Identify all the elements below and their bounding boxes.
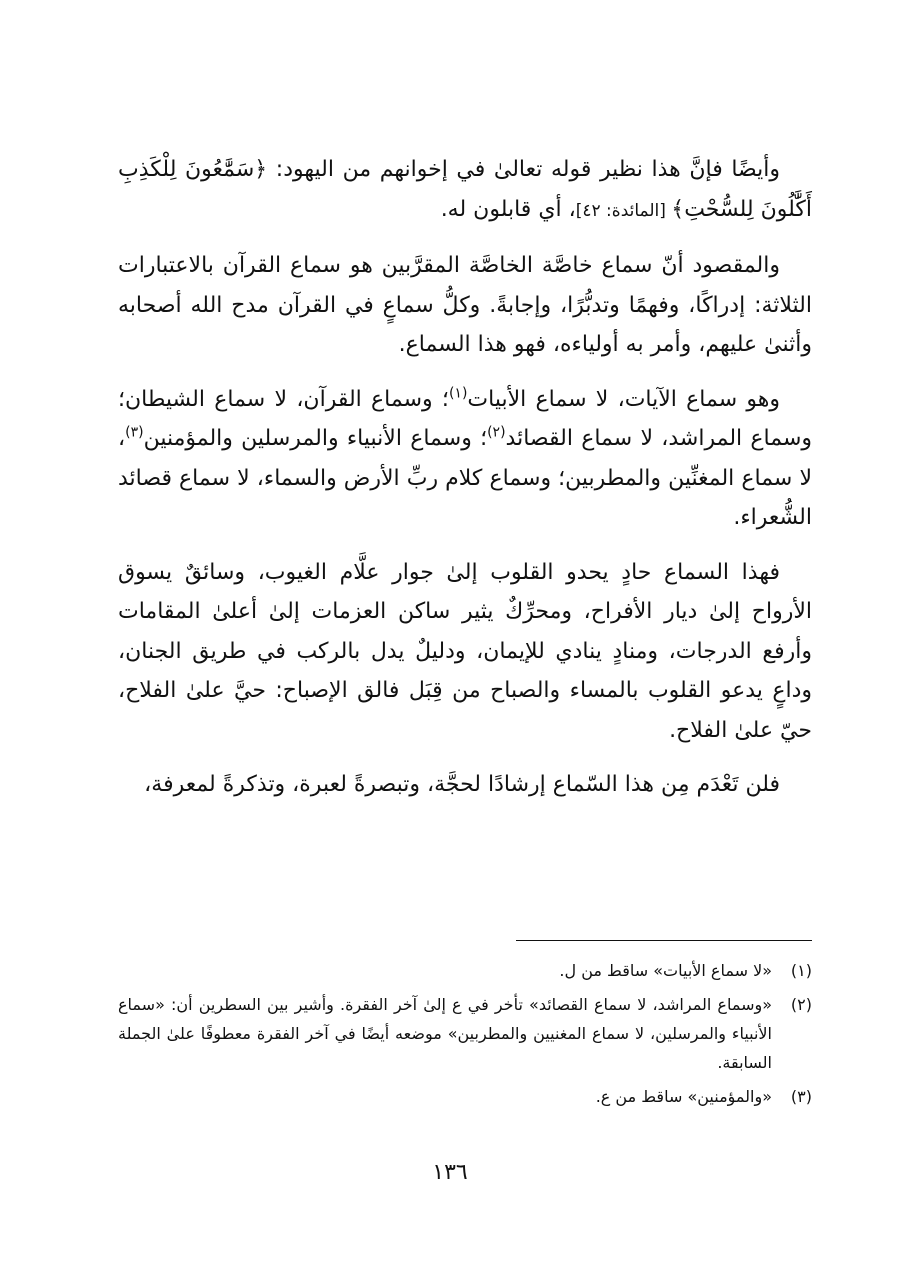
footnote-separator — [516, 940, 812, 941]
paragraph-4: فهذا السماع حادٍ يحدو القلوب إلىٰ جوار علَّام الغيوب، وسائقٌ يسوق الأرواح إلىٰ ديار الأفراح، ومحرِّكٌ يثير ساكن العزمات إلىٰ أعلىٰ المقامات وأرفع الدرجات، ومنادٍ ينادي للإيمان، ودليلٌ يدل بالركب في طريق الجنان، وداعٍ يدعو القلوب بالمساء والصباح من قِبَل فالق الإصباح: حيَّ علىٰ الفلاح، حيّ علىٰ الفلاح. — [118, 559, 812, 743]
footnote-text: «والمؤمنين» ساقط من ع. — [595, 1087, 772, 1106]
page-number: ١٣٦ — [432, 1160, 468, 1185]
footnotes — [118, 956, 812, 1116]
footnote-number: (١) — [790, 961, 812, 980]
paragraph-3: وهو سماع الآيات، لا سماع الأبيات$^{(١)}$؛ وسماع القرآن، لا سماع الشيطان؛ وسماع المراشد، لا سماع القصائد$^{(٢)}$؛ وسماع الأنبياء والمرسلين والمؤمنين$^{(٣)}$، لا سماع المغنِّين والمطربين؛ وسماع كلام ربِّ الأرض والسماء، لا سماع قصائد الشُّعراء. — [118, 385, 812, 530]
footnote-marker-2: (٢) — [487, 424, 506, 441]
surah-reference: [المائدة: ٤٢] — [575, 200, 672, 221]
footnote-marker-1: (١) — [448, 385, 468, 402]
paragraph-5: فلن تَعْدَم مِن هذا السّماع إرشادًا لحجَّة، وتبصرةً لعبرة، وتذكرةً لمعرفة، — [144, 772, 780, 797]
footnote-2 — [118, 990, 812, 1077]
footnote-3 — [118, 1082, 812, 1111]
footnote-1 — [118, 956, 812, 985]
footnote-marker-3: (٣) — [125, 424, 144, 441]
footnote-text: «وسماع المراشد، لا سماع القصائد» تأخر في ع إلىٰ آخر الفقرة. وأشير بين السطرين أن: «سماع الأنبياء والمرسلين، لا سماع المغنيين والمطربين» موضعه أيضًا في آخر الفقرة معطوفًا علىٰ الجملة السابقة. — [118, 995, 772, 1072]
main-text — [118, 150, 812, 820]
paragraph-1: وأيضًا فإنَّ هذا نظير قوله تعالىٰ في إخوانهم من اليهود: ﴿سَمَّٰعُونَ لِلْكَذِبِ أَكَّٰلُونَ لِلسُّحْتِ﴾ [المائدة: ٤٢]، أي قابلون له. — [118, 157, 812, 222]
footnote-text: «لا سماع الأبيات» ساقط من ل. — [559, 961, 772, 980]
footnote-number: (٢) — [790, 995, 812, 1014]
footnote-number: (٣) — [790, 1087, 812, 1106]
quran-quote: ﴿سَمَّٰعُونَ لِلْكَذِبِ أَكَّٰلُونَ لِلسُّحْتِ﴾ — [118, 157, 812, 222]
paragraph-2: والمقصود أنّ سماع خاصَّة الخاصَّة المقرَّبين هو سماع القرآن بالاعتبارات الثلاثة: إدراكًا، وفهمًا وتدبُّرًا، وإجابةً. وكلُّ سماعٍ في القرآن مدح الله أصحابه وأثنىٰ عليهم، وأمر به أولياءه، فهو هذا السماع. — [118, 253, 812, 357]
